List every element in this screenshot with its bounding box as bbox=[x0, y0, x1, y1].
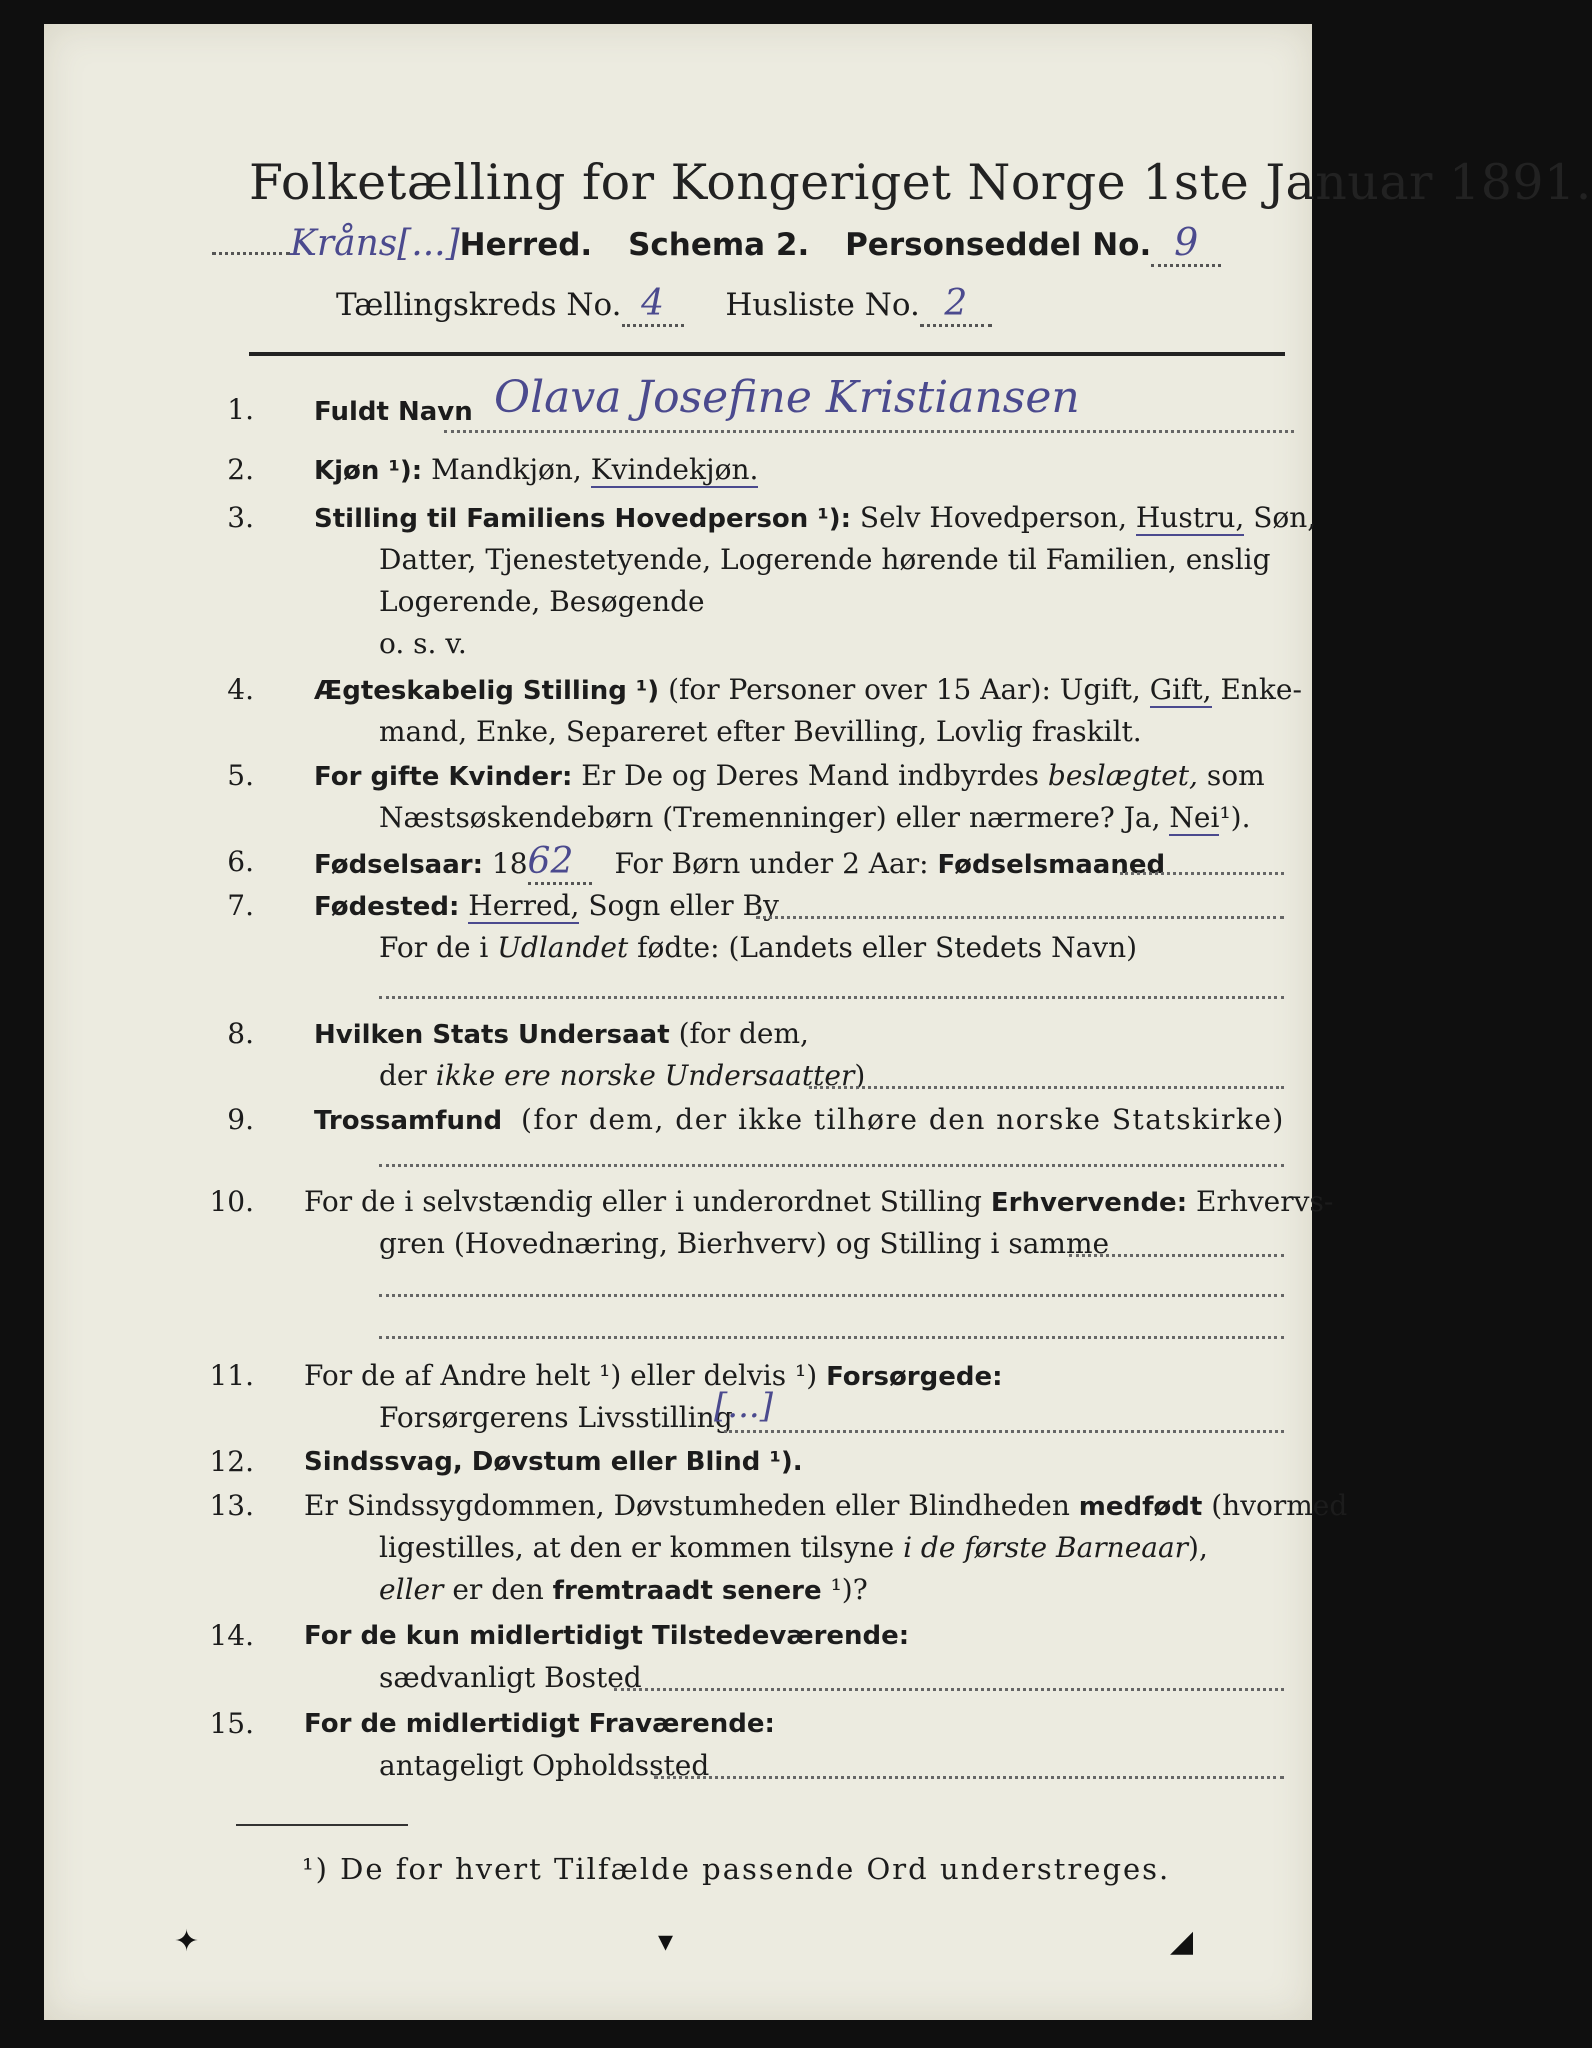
question-label: Fødselsmaaned bbox=[937, 850, 1166, 880]
question-text: Enke- bbox=[1220, 673, 1302, 706]
question-label: Fuldt Navn bbox=[314, 397, 473, 427]
question-10 bbox=[194, 1182, 1334, 1342]
question-label: Erhvervende: bbox=[990, 1188, 1188, 1218]
answer-line bbox=[1120, 872, 1284, 875]
question-number: 2. bbox=[227, 453, 254, 486]
question-label: Kjøn ¹): bbox=[314, 456, 423, 486]
birth-year-prefix: 18 bbox=[491, 847, 528, 880]
question-number: 10. bbox=[209, 1185, 254, 1218]
answer-line bbox=[379, 996, 1284, 999]
personseddel-value: 9 bbox=[1151, 220, 1221, 267]
question-label: Forsørgede: bbox=[826, 1362, 1003, 1392]
answer-line bbox=[379, 1336, 1284, 1339]
question-text: beslægtet, bbox=[1047, 759, 1198, 792]
answer-line bbox=[614, 1688, 1284, 1691]
header-row-herred bbox=[212, 220, 1221, 267]
option-son: Søn, bbox=[1253, 501, 1317, 534]
answer-line bbox=[654, 1776, 1284, 1779]
question-text: For de i selvstændig eller i underordnet Stilling bbox=[304, 1185, 982, 1218]
question-label: Sindssvag, Døvstum eller Blind ¹). bbox=[304, 1447, 803, 1477]
answer-line bbox=[379, 1164, 1284, 1167]
question-label: Hvilken Stats Undersaat bbox=[314, 1020, 670, 1050]
question-text: ikke ere norske Undersaatter bbox=[435, 1059, 855, 1092]
question-label: For de kun midlertidigt Tilstedeværende: bbox=[304, 1621, 910, 1651]
herred-label: Herred. bbox=[459, 227, 593, 263]
husliste-label: Husliste No. bbox=[725, 287, 920, 323]
taellingskreds-value: 4 bbox=[622, 283, 684, 327]
footnote: ¹) De for hvert Tilfælde passende Ord understreges. bbox=[302, 1852, 1171, 1886]
question-text: ¹). bbox=[1219, 801, 1251, 834]
option-gift: Gift, bbox=[1149, 673, 1212, 706]
herred-value: Kråns[...] bbox=[290, 223, 460, 264]
question-number: 6. bbox=[227, 845, 254, 878]
question-label: For gifte Kvinder: bbox=[314, 762, 573, 792]
answer-line bbox=[379, 1294, 1284, 1297]
question-label: fremtraadt senere bbox=[552, 1576, 822, 1606]
question-text: For de af Andre helt ¹) eller delvis ¹) bbox=[304, 1359, 818, 1392]
question-text: fødte: (Landets eller Stedets Navn) bbox=[637, 931, 1138, 964]
question-text: For Børn under 2 Aar: bbox=[614, 847, 929, 880]
header-rule bbox=[249, 352, 1285, 356]
question-number: 5. bbox=[227, 759, 254, 792]
question-label: For de midlertidigt Fraværende: bbox=[304, 1709, 775, 1739]
question-number: 11. bbox=[209, 1359, 254, 1392]
option-herred: Herred, bbox=[468, 889, 580, 922]
option-selv-hovedperson: Selv Hovedperson, bbox=[859, 501, 1127, 534]
option-mandkjon: Mandkjøn, bbox=[431, 453, 582, 486]
question-number: 4. bbox=[227, 673, 254, 706]
question-text: Er De og Deres Mand indbyrdes bbox=[581, 759, 1039, 792]
answer-line bbox=[724, 1430, 1284, 1433]
option-nei: Nei bbox=[1169, 801, 1220, 834]
herred-leader bbox=[212, 252, 290, 255]
option-hustru: Hustru, bbox=[1135, 501, 1245, 534]
question-text: der bbox=[379, 1059, 427, 1092]
question-text: eller bbox=[379, 1573, 444, 1606]
question-text: Erhvervs- bbox=[1196, 1185, 1334, 1218]
question-label: Stilling til Familiens Hovedperson ¹): bbox=[314, 504, 852, 534]
question-14 bbox=[194, 1616, 1294, 1706]
question-number: 13. bbox=[209, 1489, 254, 1522]
question-number: 3. bbox=[227, 501, 254, 534]
answer-line bbox=[756, 916, 1284, 919]
question-8 bbox=[194, 1014, 1294, 1104]
question-6 bbox=[194, 842, 1294, 886]
question-text: (for dem, der ikke tilhøre den norske Statskirke) bbox=[521, 1103, 1285, 1136]
question-number: 7. bbox=[227, 889, 254, 922]
question-text: ), bbox=[1188, 1531, 1208, 1564]
question-text: ¹)? bbox=[830, 1573, 868, 1606]
provider-occupation-value: [...] bbox=[714, 1386, 773, 1426]
footnote-rule bbox=[236, 1824, 408, 1826]
question-text-line: sædvanligt Bosted bbox=[379, 1661, 642, 1694]
question-text: som bbox=[1206, 759, 1265, 792]
question-11 bbox=[194, 1356, 1294, 1446]
question-number: 15. bbox=[209, 1707, 254, 1740]
question-9 bbox=[194, 1100, 1294, 1190]
question-text: ligestilles, at den er kommen tilsyne bbox=[379, 1531, 895, 1564]
question-text: i de første Barneaar bbox=[903, 1531, 1189, 1564]
question-15 bbox=[194, 1704, 1294, 1794]
option-kvindekjon: Kvindekjøn. bbox=[590, 453, 759, 486]
question-text: (for dem, bbox=[678, 1017, 809, 1050]
question-1 bbox=[194, 372, 1294, 434]
question-text: er den bbox=[452, 1573, 544, 1606]
question-text-line: Forsørgerens Livsstilling bbox=[379, 1401, 733, 1434]
question-number: 8. bbox=[227, 1017, 254, 1050]
question-text-line: Datter, Tjenestetyende, Logerende hørende til Familien, enslig bbox=[379, 543, 1271, 576]
personseddel-label: Personseddel No. bbox=[845, 227, 1152, 263]
question-text: Næstsøskendebørn (Tremenninger) eller nærmere? Ja, bbox=[379, 801, 1161, 834]
question-label: Fødested: bbox=[314, 892, 460, 922]
question-text-line: antageligt Opholdssted bbox=[379, 1749, 710, 1782]
answer-line bbox=[444, 430, 1294, 433]
form-title: Folketælling for Kongeriget Norge 1ste Januar 1891. bbox=[249, 154, 1592, 211]
question-text: For de i bbox=[379, 931, 489, 964]
question-text-line: Logerende, Besøgende bbox=[379, 585, 705, 618]
question-text-line: o. s. v. bbox=[379, 627, 467, 660]
question-number: 12. bbox=[209, 1445, 254, 1478]
question-number: 9. bbox=[227, 1103, 254, 1136]
schema-label: Schema 2. bbox=[628, 227, 810, 263]
husliste-value: 2 bbox=[920, 283, 992, 327]
registration-mark-right-icon: ◢ bbox=[1170, 1924, 1194, 1959]
registration-mark-center-icon: ▾ bbox=[658, 1924, 674, 1959]
question-label: medfødt bbox=[1078, 1492, 1203, 1522]
question-text: (for Personer over 15 Aar): Ugift, bbox=[668, 673, 1141, 706]
question-7 bbox=[194, 886, 1294, 1006]
question-label: Trossamfund bbox=[314, 1106, 503, 1136]
question-number: 14. bbox=[209, 1619, 254, 1652]
question-label: Ægteskabelig Stilling ¹) bbox=[314, 676, 660, 706]
answer-line bbox=[1069, 1254, 1284, 1257]
question-text-line: mand, Enke, Separeret efter Bevilling, Lovlig fraskilt. bbox=[379, 715, 1142, 748]
question-text: Er Sindssygdommen, Døvstumheden eller Blindheden bbox=[304, 1489, 1070, 1522]
full-name-value: Olava Josefine Kristiansen bbox=[494, 372, 1080, 423]
question-text-line: gren (Hovednæring, Bierhverv) og Stilling i samme bbox=[379, 1227, 1110, 1260]
answer-line bbox=[809, 1086, 1284, 1089]
question-text: Sogn eller By bbox=[588, 889, 779, 922]
question-text: Udlandet bbox=[497, 931, 629, 964]
header-row-kreds bbox=[336, 283, 992, 327]
taellingskreds-label: Tællingskreds No. bbox=[336, 287, 622, 323]
question-text: (hvormed bbox=[1211, 1489, 1348, 1522]
birth-year-value: 62 bbox=[528, 842, 592, 885]
registration-mark-left-icon: ✦ bbox=[174, 1924, 200, 1959]
question-text: ) bbox=[854, 1059, 866, 1092]
census-form-page bbox=[44, 24, 1592, 2020]
question-number: 1. bbox=[227, 393, 254, 426]
question-label: Fødselsaar: bbox=[314, 850, 483, 880]
